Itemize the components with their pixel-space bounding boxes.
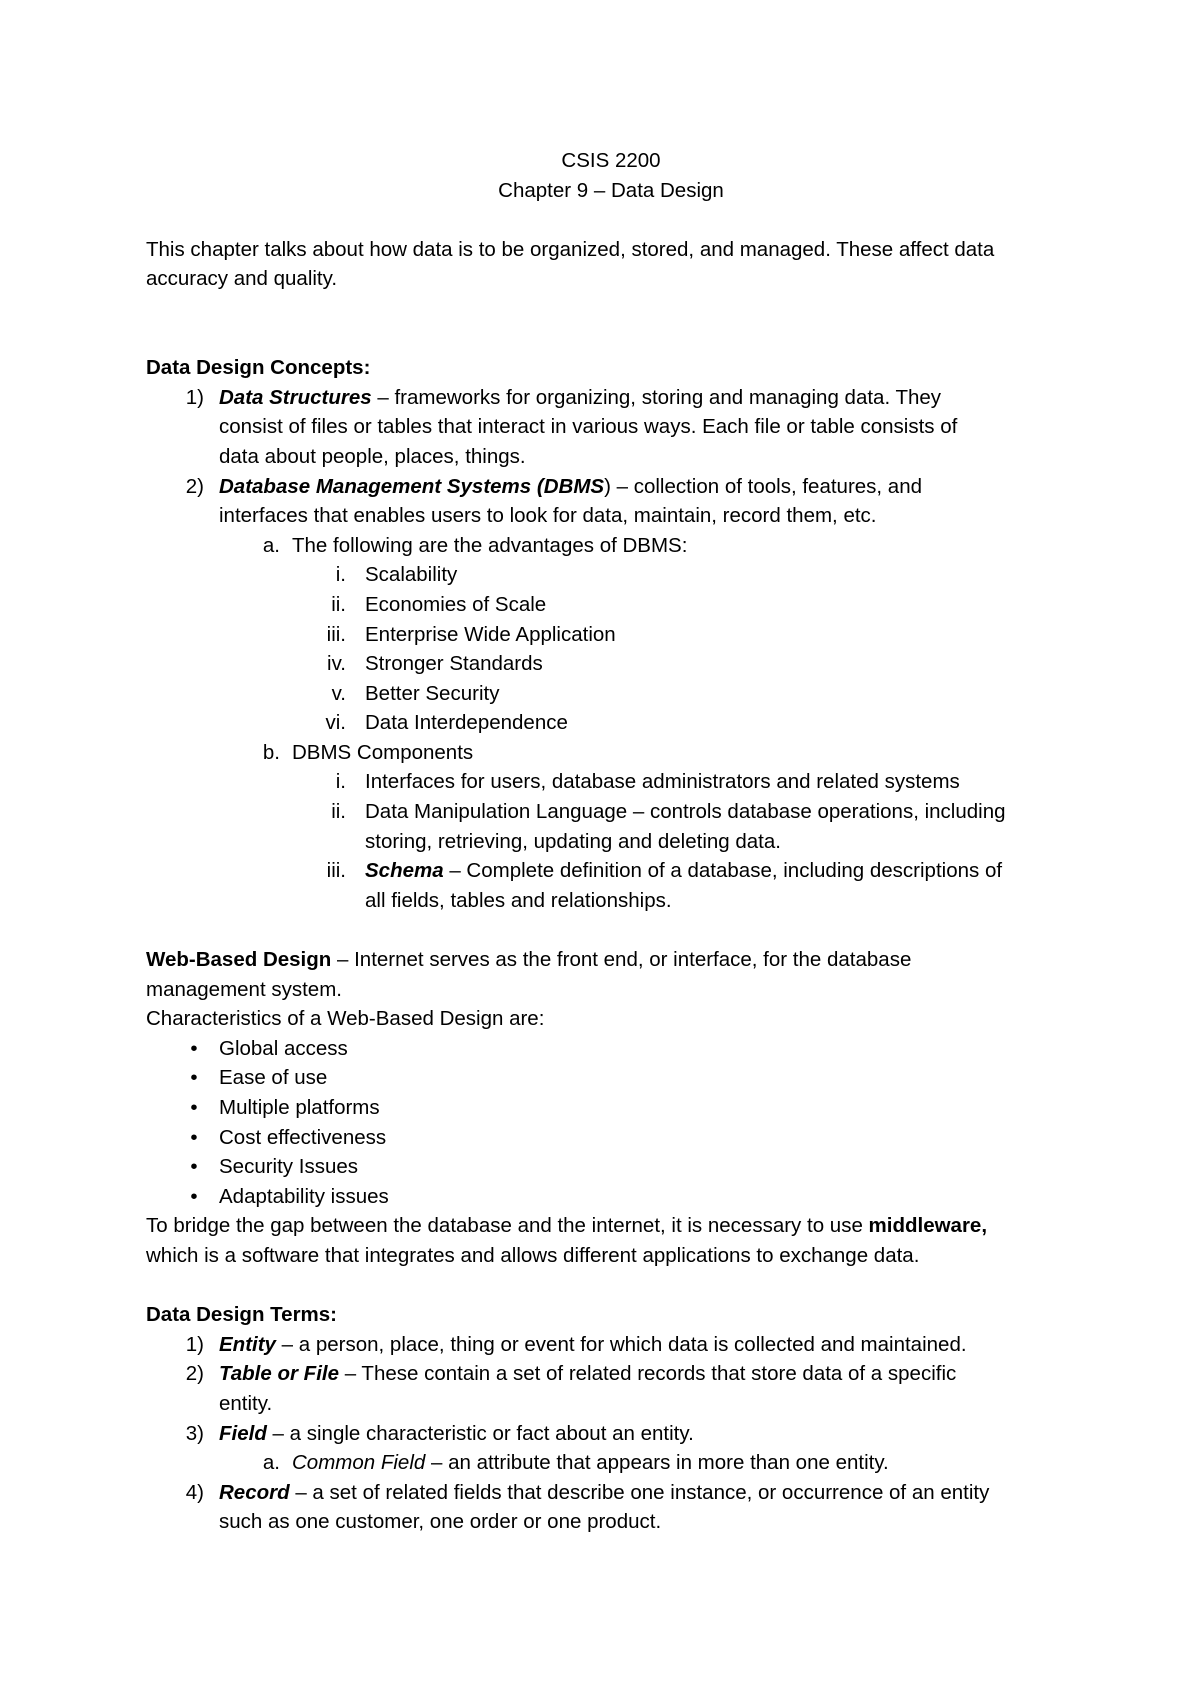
sub-item-a-text: The following are the advantages of DBMS:	[292, 533, 688, 557]
bullet-item	[146, 1093, 1076, 1123]
term-common-field: Common Field	[292, 1451, 426, 1475]
advantage-item	[146, 560, 1076, 590]
bullet-item	[146, 1123, 1076, 1153]
concept-item-2	[146, 472, 1076, 502]
term-item-2-text: – These contain a set of related records that store data of a specific	[339, 1362, 957, 1386]
term-item-1	[146, 1330, 1076, 1360]
advantage-item	[146, 679, 1076, 709]
bullet-icon: •	[190, 1036, 198, 1060]
term-item-2	[146, 1359, 1076, 1389]
middleware-text: To bridge the gap between the database and the internet, it is necessary to use	[146, 1214, 869, 1238]
list-marker: vi.	[325, 711, 346, 735]
term-table-or-file: Table or File	[219, 1362, 339, 1386]
component-item	[146, 767, 1076, 797]
terms-heading: Data Design Terms:	[146, 1303, 338, 1327]
concept-item-1-line-3: data about people, places, things.	[219, 444, 526, 468]
list-marker: iii.	[326, 622, 346, 646]
course-title: CSIS 2200	[561, 149, 661, 172]
spacer	[146, 1271, 1076, 1301]
term-dbms: Database Management Systems (DBMS	[219, 474, 605, 498]
component-text: – Complete definition of a database, including descriptions of	[443, 859, 1003, 883]
term-item-4-text: – a set of related fields that describe one instance, or occurrence of an entity	[289, 1480, 990, 1504]
list-marker: 4)	[185, 1480, 204, 1504]
component-item	[146, 856, 1076, 886]
term-dbms-close: )	[604, 474, 611, 498]
component-item	[146, 797, 1076, 827]
bullet-text: Global access	[219, 1036, 348, 1060]
list-marker: b.	[262, 740, 280, 764]
term-middleware: middleware,	[868, 1214, 988, 1238]
list-marker: ii.	[331, 592, 346, 616]
term-entity: Entity	[219, 1332, 276, 1356]
characteristics-intro: Characteristics of a Web-Based Design are:	[146, 1007, 545, 1031]
component-text: Data Manipulation Language – controls database operations, including	[365, 800, 1006, 824]
list-marker: iv.	[327, 652, 346, 676]
spacer	[146, 915, 1076, 945]
sub-item-b-text: DBMS Components	[292, 740, 474, 764]
bullet-text: Adaptability issues	[219, 1184, 389, 1208]
spacer	[146, 205, 1076, 235]
web-design-text: – Internet serves as the front end, or interface, for the database	[331, 948, 912, 972]
bullet-item	[146, 1152, 1076, 1182]
component-text: Interfaces for users, database administrators and related systems	[365, 770, 960, 794]
term-schema: Schema	[365, 859, 444, 883]
bullet-text: Ease of use	[219, 1066, 328, 1090]
concept-item-2-line-2: interfaces that enables users to look for data, maintain, record them, etc.	[219, 504, 877, 528]
list-marker: ii.	[331, 800, 346, 824]
term-item-3-text: – a single characteristic or fact about an entity.	[266, 1421, 694, 1445]
list-marker: 2)	[185, 474, 204, 498]
document-page	[146, 146, 1076, 1537]
spacer	[146, 294, 1076, 324]
chapter-title: Chapter 9 – Data Design	[498, 178, 724, 202]
component-text-line-2: all fields, tables and relationships.	[365, 888, 672, 912]
intro-line-2: accuracy and quality.	[146, 267, 338, 291]
intro-line-1: This chapter talks about how data is to be organized, stored, and managed. These affect data	[146, 237, 995, 261]
concept-item-1	[146, 383, 1076, 413]
term-item-3a	[146, 1448, 1076, 1478]
advantage-item	[146, 620, 1076, 650]
middleware-line-2: which is a software that integrates and allows different applications to exchange data.	[146, 1243, 920, 1267]
concept-item-1-text: – frameworks for organizing, storing and managing data. They	[371, 385, 942, 409]
list-marker: 2)	[185, 1362, 204, 1386]
bullet-icon: •	[190, 1096, 198, 1119]
bullet-item	[146, 1063, 1076, 1093]
list-marker: i.	[335, 770, 346, 794]
term-web-based-design: Web-Based Design	[146, 948, 332, 972]
web-design-line-2: management system.	[146, 977, 342, 1001]
list-marker: a.	[262, 533, 280, 557]
middleware-line-1	[146, 1211, 1076, 1241]
sub-item-b	[146, 738, 1076, 768]
bullet-icon: •	[190, 1155, 198, 1179]
concept-item-1-line-2: consist of files or tables that interact in various ways. Each file or table consists of	[219, 415, 958, 439]
advantage-item	[146, 649, 1076, 679]
term-item-3	[146, 1419, 1076, 1449]
advantage-item	[146, 590, 1076, 620]
term-item-1-text: – a person, place, thing or event for which data is collected and maintained.	[275, 1332, 967, 1356]
advantage-text: Data Interdependence	[365, 711, 568, 735]
advantage-text: Scalability	[365, 563, 458, 587]
list-marker: 1)	[185, 385, 204, 409]
advantage-text: Stronger Standards	[365, 652, 543, 676]
bullet-text: Cost effectiveness	[219, 1125, 387, 1149]
list-marker: i.	[335, 563, 346, 587]
advantage-text: Enterprise Wide Application	[365, 622, 616, 646]
bullet-icon: •	[190, 1125, 198, 1149]
term-data-structures: Data Structures	[219, 385, 372, 409]
concepts-heading: Data Design Concepts:	[146, 356, 371, 380]
component-text-line-2: storing, retrieving, updating and deleting data.	[365, 829, 781, 853]
list-marker: iii.	[326, 859, 346, 883]
sub-item-a	[146, 531, 1076, 561]
bullet-item	[146, 1034, 1076, 1064]
bullet-icon: •	[190, 1184, 198, 1208]
advantage-item	[146, 708, 1076, 738]
advantage-text: Better Security	[365, 681, 500, 705]
list-marker: 3)	[185, 1421, 204, 1445]
advantage-text: Economies of Scale	[365, 592, 547, 616]
term-item-3a-text: – an attribute that appears in more than one entity.	[425, 1451, 889, 1475]
term-item-2-line-2: entity.	[219, 1391, 273, 1415]
term-field: Field	[219, 1421, 267, 1445]
concept-item-2-text: – collection of tools, features, and	[610, 474, 923, 498]
term-item-4-line-2: such as one customer, one order or one product.	[219, 1510, 662, 1534]
list-marker: a.	[262, 1451, 280, 1475]
bullet-text: Multiple platforms	[219, 1096, 380, 1119]
bullet-text: Security Issues	[219, 1155, 358, 1179]
term-record: Record	[219, 1480, 290, 1504]
spacer	[146, 324, 1076, 354]
bullet-icon: •	[190, 1066, 198, 1090]
bullet-item	[146, 1182, 1076, 1212]
term-item-4	[146, 1478, 1076, 1508]
list-marker: v.	[331, 681, 346, 705]
web-design-line-1	[146, 945, 1076, 975]
list-marker: 1)	[185, 1332, 204, 1356]
